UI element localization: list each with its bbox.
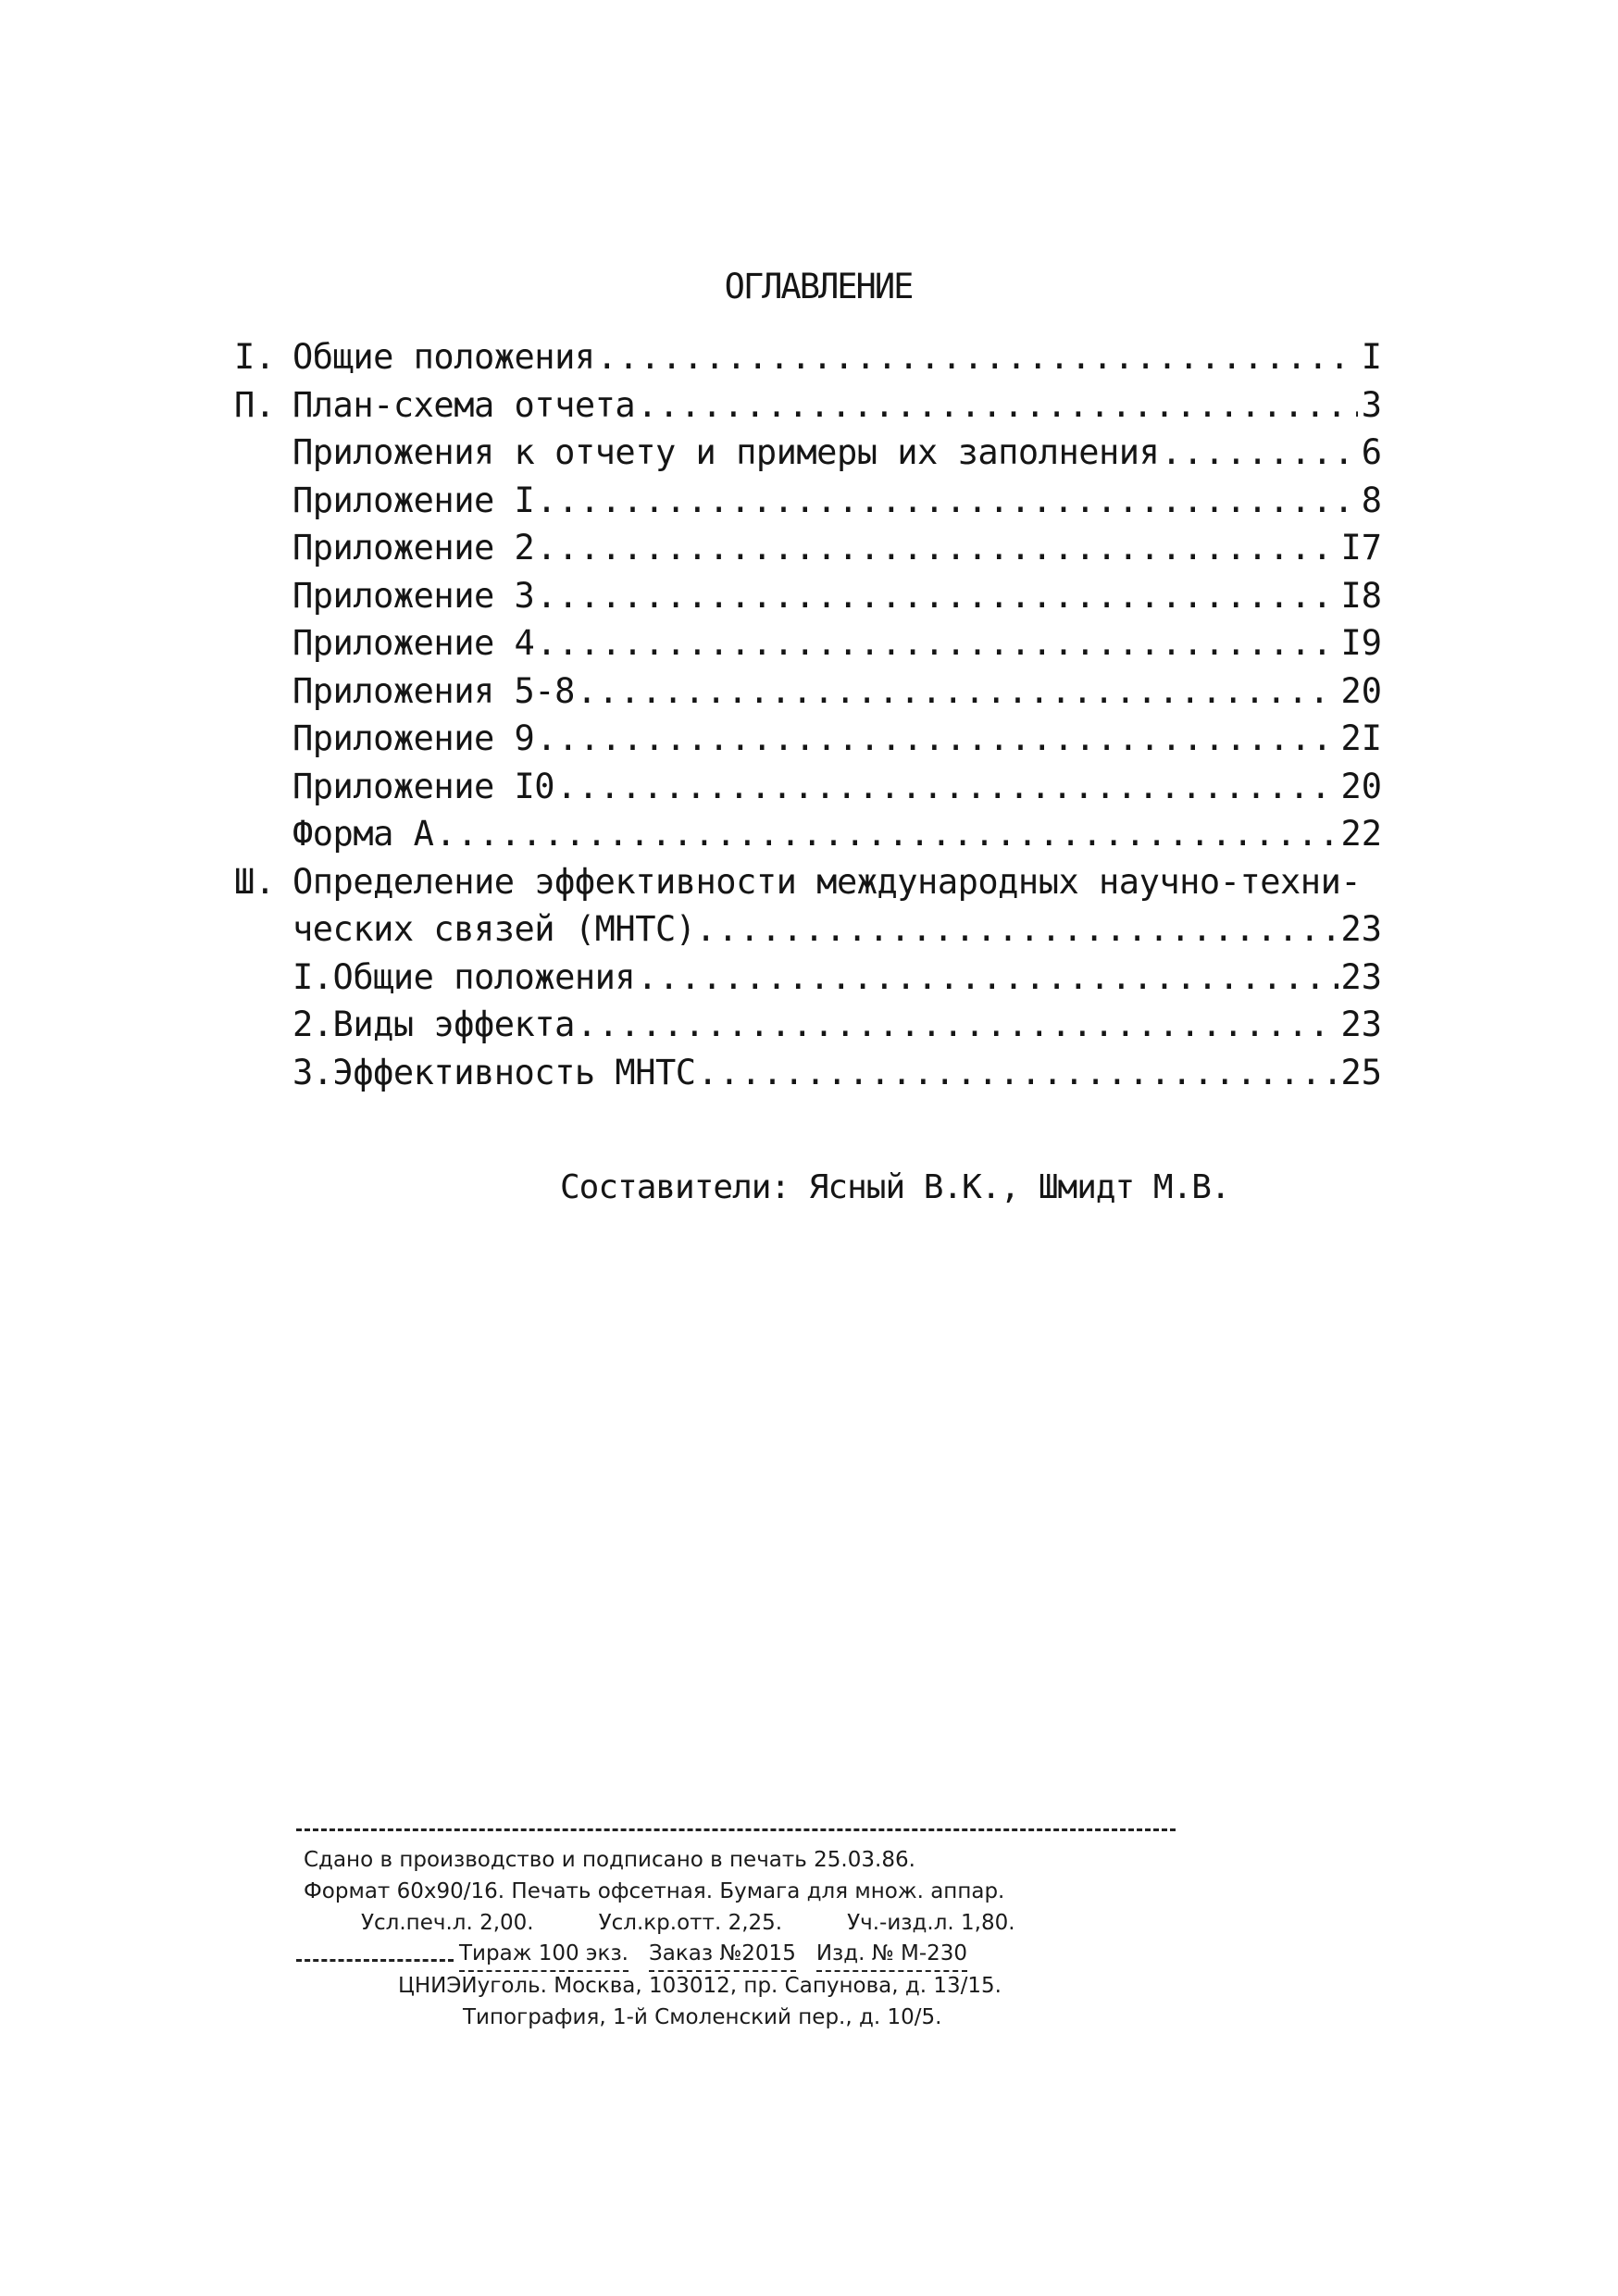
toc-leader-dots (536, 572, 1338, 620)
toc-entry-title: Приложение 4 (292, 623, 535, 663)
toc-entry-title: Приложения 5-8 (292, 670, 575, 711)
toc-entry-number: П. (234, 384, 276, 425)
imprint-line: Сдано в производство и подписано в печать 25.03.86. (304, 1848, 915, 1872)
toc-entry-title: Приложения к отчету и примеры их заполнения (292, 432, 1160, 472)
toc-heading: ОГЛАВЛЕНИЕ (724, 267, 913, 306)
toc-entry (234, 1049, 1382, 1097)
toc-entry-title: План-схема отчета (292, 384, 636, 425)
toc-entry-title: Форма А (292, 814, 434, 854)
toc-entry-page: 23 (1340, 909, 1382, 949)
toc-leader-dots (1161, 429, 1358, 477)
toc-entry-title: Приложение 9 (292, 718, 535, 758)
toc-entry-title: Определение эффективности международных научно-техни- (292, 861, 1362, 902)
toc-entry (234, 668, 1382, 716)
imprint-line: Типография, 1-й Смоленский пер., д. 10/5. (463, 2005, 942, 2029)
toc-entry (234, 810, 1382, 858)
toc-entry (234, 477, 1382, 525)
imprint-edition: Изд. № М-230 (816, 1938, 967, 1972)
toc-entry-page: I9 (1340, 623, 1382, 663)
toc-leader-dots (577, 1001, 1339, 1049)
toc-entry-number: I. (234, 337, 276, 377)
toc-entry (234, 572, 1382, 620)
toc-entry-page: 2I (1340, 718, 1382, 758)
toc-entry-title: 3.Эффективность МНТС (292, 1052, 696, 1092)
toc-leader-dots (637, 381, 1358, 430)
imprint-order: Заказ №2015 (649, 1938, 796, 1972)
imprint-dash-rule (296, 1959, 454, 1962)
toc-entry-page: 20 (1340, 766, 1382, 806)
toc-entry-title: I.Общие положения (292, 956, 636, 997)
toc-entry (234, 333, 1382, 381)
toc-leader-dots (536, 524, 1338, 572)
toc-entry-title: Приложение 2 (292, 528, 535, 568)
toc-entry-page: 23 (1340, 956, 1382, 997)
toc-entry-title: Общие положения (292, 337, 595, 377)
imprint-print-sheets: Усл.печ.л. 2,00. (361, 1911, 534, 1935)
toc-entry-page: I7 (1340, 528, 1382, 568)
toc-entry-page: I8 (1340, 575, 1382, 616)
toc-entry-page: 20 (1340, 670, 1382, 711)
toc-leader-dots (698, 1049, 1339, 1097)
table-of-contents (234, 333, 1382, 1096)
imprint-line (296, 1907, 1176, 1939)
toc-entry-title: Приложение I (292, 480, 535, 520)
imprint-top-rule (296, 1828, 1176, 1831)
compilers-line: Составители: Ясный В.К., Шмидт М.В. (560, 1168, 1230, 1206)
toc-leader-dots (536, 477, 1358, 525)
toc-entry (234, 858, 1382, 906)
toc-entry-title: 2.Виды эффекта (292, 1004, 575, 1044)
toc-leader-dots (536, 715, 1338, 763)
toc-entry-page: 25 (1340, 1052, 1382, 1092)
toc-entry (234, 429, 1382, 477)
toc-entry-page: 3 (1361, 384, 1382, 425)
toc-leader-dots (556, 763, 1338, 811)
toc-entry-title: Приложение I0 (292, 766, 555, 806)
toc-entry-number: Ш. (234, 861, 276, 902)
toc-entry (234, 905, 1382, 954)
toc-entry-title: Приложение 3 (292, 575, 535, 616)
imprint-block (296, 1828, 1176, 2033)
toc-entry-page: 8 (1361, 480, 1382, 520)
toc-entry-page: 23 (1340, 1004, 1382, 1044)
toc-entry-page: 22 (1340, 814, 1382, 854)
toc-leader-dots (637, 954, 1338, 1002)
toc-entry-page: I (1361, 337, 1382, 377)
toc-leader-dots (577, 668, 1339, 716)
imprint-line: Формат 60х90/16. Печать офсетная. Бумага для множ. аппар. (304, 1879, 1005, 1903)
toc-entry-title: ческих связей (МНТС). (292, 909, 716, 949)
imprint-line (296, 1939, 1176, 1970)
toc-entry (234, 763, 1382, 811)
toc-entry (234, 1001, 1382, 1049)
toc-leader-dots (717, 905, 1338, 954)
toc-entry (234, 524, 1382, 572)
toc-entry (234, 954, 1382, 1002)
toc-entry (234, 715, 1382, 763)
imprint-publisher-sheets: Уч.-изд.л. 1,80. (847, 1911, 1015, 1935)
imprint-color-prints: Усл.кр.отт. 2,25. (598, 1911, 783, 1935)
imprint-line: ЦНИЭИуголь. Москва, 103012, пр. Сапунова, д. 13/15. (398, 1974, 1002, 1998)
toc-entry (234, 381, 1382, 430)
toc-leader-dots (536, 619, 1338, 668)
imprint-circulation: Тираж 100 экз. (459, 1938, 629, 1972)
toc-entry (234, 619, 1382, 668)
toc-leader-dots (435, 810, 1338, 858)
toc-entry-page: 6 (1361, 432, 1382, 472)
toc-leader-dots (597, 333, 1358, 381)
